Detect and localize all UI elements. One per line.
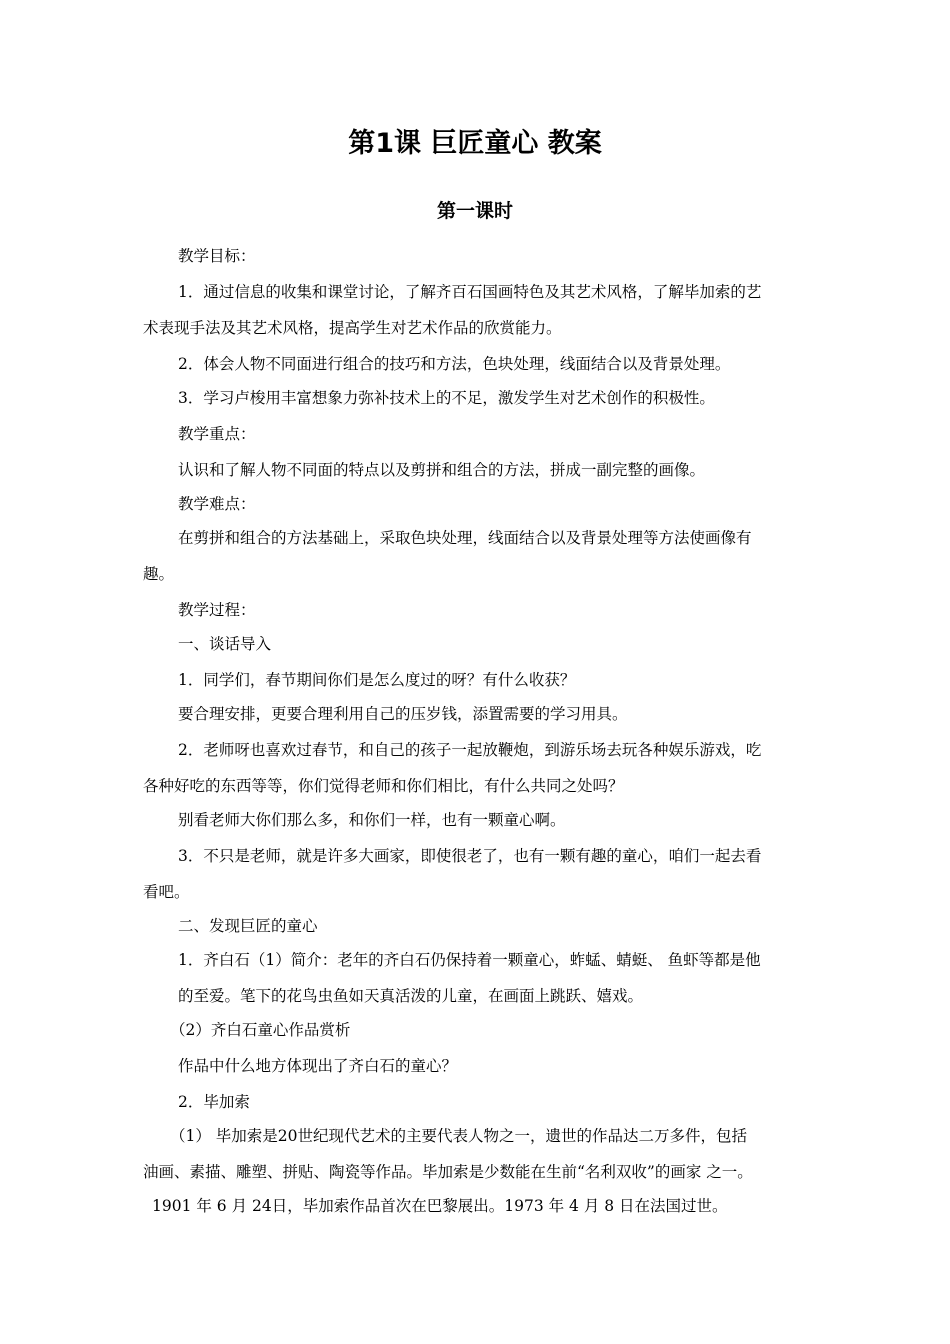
document-title: 第1课 巨匠童心 教案 [348,128,602,159]
text-line: 术表现手法及其艺术风格，提高学生对艺术作品的欣赏能力。 [143,319,562,337]
text-line: 1901 年 6 月 24日，毕加索作品首次在巴黎展出。1973 年 4 月 8 日在法国过世。 [152,1197,728,1215]
text-line: 教学重点： [178,425,256,443]
text-line: 教学目标： [178,247,256,265]
text-line: 油画、素描、雕塑、拼贴、陶瓷等作品。毕加索是少数能在生前“名利双收”的画家 之一。 [143,1163,753,1181]
text-line: 教学难点： [178,495,256,513]
text-line: 1．齐白石（1）简介：老年的齐白石仍保持着一颗童心，蚱蜢、蜻蜓、 鱼虾等都是他 [178,951,761,969]
text-line: 别看老师大你们那么多，和你们一样，也有一颗童心啊。 [178,811,566,829]
text-line: 3．不只是老师，就是许多大画家，即使很老了，也有一颗有趣的童心，咱们一起去看 [178,847,762,865]
text-line: 2．毕加索 [178,1093,250,1111]
text-line: 3．学习卢梭用丰富想象力弥补技术上的不足，激发学生对艺术创作的积极性。 [178,389,715,407]
text-line: （2）齐白石童心作品赏析 [170,1021,351,1039]
text-line: 的至爱。笔下的花鸟虫鱼如天真活泼的儿童，在画面上跳跃、嬉戏。 [178,987,644,1005]
text-line: 趣。 [143,565,175,583]
text-line: （1） 毕加索是20世纪现代艺术的主要代表人物之一，遗世的作品达二万多件，包括 [170,1127,748,1145]
text-line: 一、谈话导入 [178,635,272,653]
text-line: 要合理安排，更要合理利用自己的压岁钱，添置需要的学习用具。 [178,705,628,723]
text-line: 教学过程： [178,601,256,619]
text-line: 2．老师呀也喜欢过春节，和自己的孩子一起放鞭炮，到游乐场去玩各种娱乐游戏，吃 [178,741,762,759]
text-line: 作品中什么地方体现出了齐白石的童心？ [178,1057,458,1075]
text-line: 1．同学们，春节期间你们是怎么度过的呀？有什么收获？ [178,671,576,689]
text-line: 在剪拼和组合的方法基础上，采取色块处理，线面结合以及背景处理等方法使画像有 [178,529,752,547]
text-line: 看吧。 [143,883,190,901]
text-line: 2．体会人物不同面进行组合的技巧和方法，色块处理，线面结合以及背景处理。 [178,355,731,373]
text-line: 认识和了解人物不同面的特点以及剪拼和组合的方法，拼成一副完整的画像。 [178,461,706,479]
text-line: 各种好吃的东西等等，你们觉得老师和你们相比，有什么共同之处吗？ [143,777,624,795]
text-line: 二、发现巨匠的童心 [178,917,318,935]
document-subtitle: 第一课时 [436,200,513,222]
text-line: 1．通过信息的收集和课堂讨论，了解齐百石国画特色及其艺术风格，了解毕加索的艺 [178,283,762,301]
